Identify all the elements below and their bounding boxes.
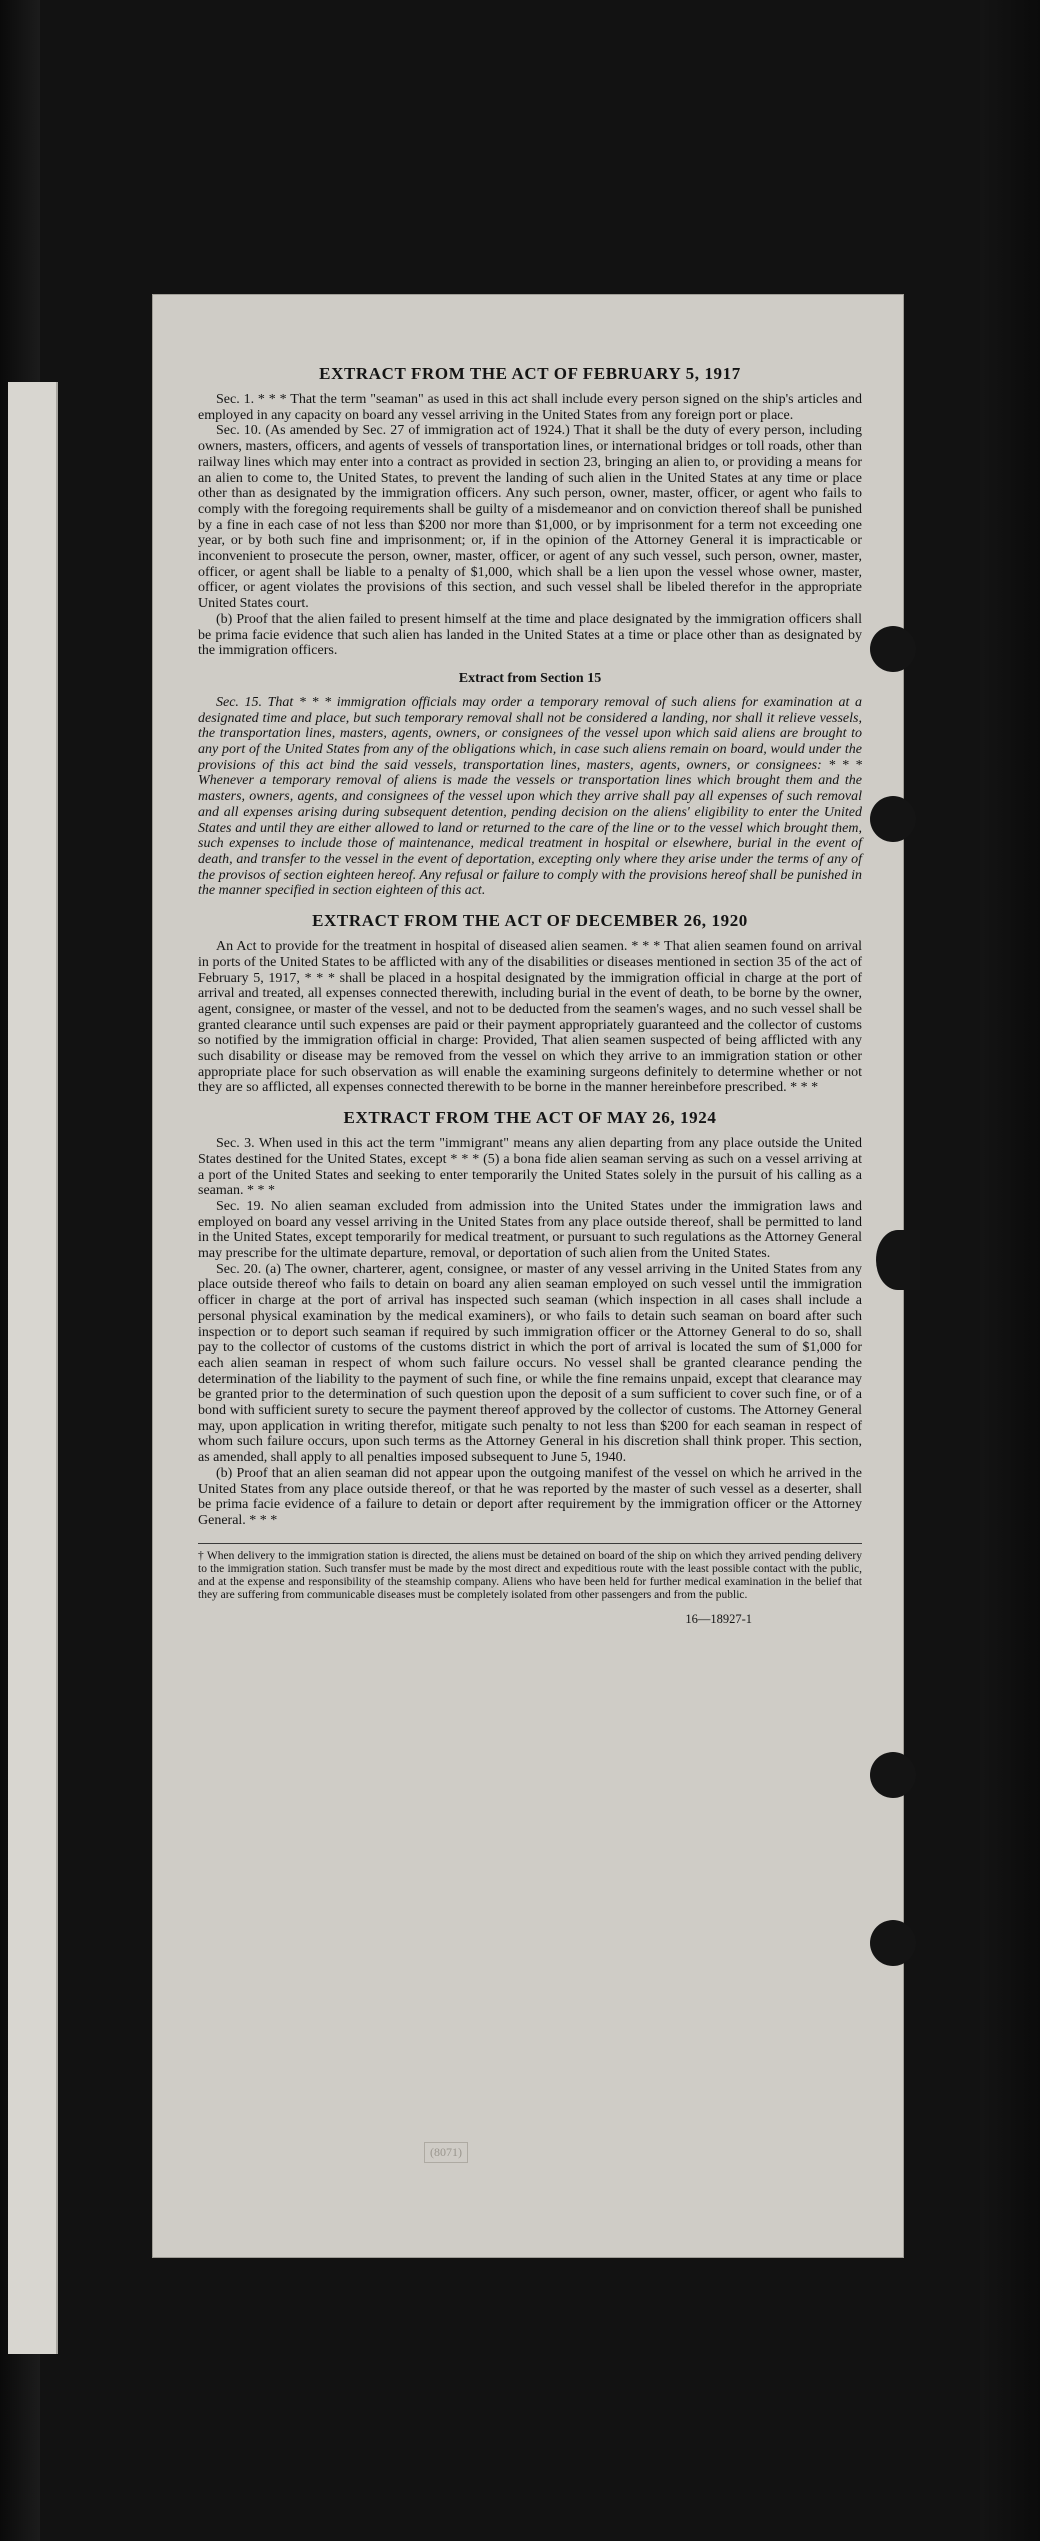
adjacent-page-strip [8,382,58,2354]
act-1917-section [198,364,862,659]
form-number: 16—18927-1 [685,1611,752,1626]
sec-15-paragraph: Sec. 15. That * * * immigration officials may order a temporary removal of such aliens for examination at a designated time and place, but such temporary removal shall not be considered a landing, nor shall it relieve vessels, the transportation lines, masters, agents, owners, or consignees of the vessel upon which said aliens are brought to any port of the United States from any of the obligations which, in case such aliens remain on board, would under the provisions of this act bind the said vessels, transportation lines, masters, agents, owners, or consignees: * * * Whenever a temporary removal of aliens is made the vessels or transportation lines which brought them and the masters, owners, agents, and consignees of the vessel upon which they arrive shall pay all expenses of such removal and all expenses arising during subsequent detention, pending decision on the aliens' eligibility to enter the United States and until they are either allowed to land or returned to the care of the line or to the vessel which brought them, such expenses to include those of maintenance, medical treatment in hospital or elsewhere, burial in the event of death, and transfer to the vessel in the event of deportation, excepting only where they arise under the terms of any of the provisos of section eighteen hereof. Any refusal or failure to comply with the provisions hereof shall be punished in the manner specified in section eighteen of this act. [198,694,862,899]
act-1924-heading: EXTRACT FROM THE ACT OF MAY 26, 1924 [343,1108,717,1128]
sec-10-paragraph: Sec. 10. (As amended by Sec. 27 of immigration act of 1924.) That it shall be the duty of every person, including owners, masters, officers, and agents of vessels of transportation lines, or international bridges or toll roads, other than railway lines which may enter into a contract as provided in section 23, bringing an alien to, or providing a means for an alien to come to, the United States, to prevent the landing of such alien in the United States at any time or place other than as designated by the immigration officers. Any such person, owner, master, officer, or agent who fails to comply with the foregoing requirements shall be guilty of a misdemeanor and on conviction thereof shall be punished by a fine in each case of not less than $200 nor more than $1,000, or by imprisonment for a term not exceeding one year, or by both such fine and imprisonment; or, if in the opinion of the Attorney General it is impracticable or inconvenient to prosecute the person, owner, master, officer, or agent of any such vessel, such person, owner, master, officer, or agent shall be liable to a penalty of $1,000, which shall be a lien upon the vessel whose owner, master, officer, or agent violates the provisions of this section, and such vessel shall be libeled therefor in the appropriate United States court. [198,423,862,612]
act-1924-section [198,1108,862,1529]
sec-1-paragraph: Sec. 1. * * * That the term "seaman" as used in this act shall include every person signed on the ship's articles and employed in any capacity on board any vessel arriving in the United States from any foreign port or place. [198,392,862,423]
section-15-heading: Extract from Section 15 [458,670,602,686]
punch-hole [870,626,916,672]
sec-3-paragraph: Sec. 3. When used in this act the term "immigrant" means any alien departing from any place outside the United States destined for the United States, except * * * (5) a bona fide alien seaman serving as such on a vessel arriving at a port of the United States and seeking to enter temporarily the United States solely in the pursuit of his calling as a seaman. * * * [198,1136,862,1199]
act-1920-paragraph: An Act to provide for the treatment in hospital of diseased alien seamen. * * * That alien seamen found on arrival in ports of the United States to be afflicted with any of the disabilities or diseases mentioned in section 35 of the act of February 5, 1917, * * * shall be placed in a hospital designated by the immigration official in charge at the port of arrival and treated, all expenses connected therewith, including burial in the event of death, to be borne by the owner, agent, consignee, or master of the vessel, and not to be deducted from the seamen's wages, and no such vessel shall be granted clearance until such expenses are paid or their payment appropriately guaranteed and the collector of customs so notified by the immigration official in charge: Provided, That alien seamen suspected of being afflicted with any such disability or disease may be removed from the vessel on which they arrive to an immigration station or other appropriate place for such observation as will enable the examining surgeons definitely to determine whether or not they are so afflicted, all expenses connected therewith to be borne in the manner hereinbefore prescribed. * * * [198,939,862,1096]
act-1917-heading: EXTRACT FROM THE ACT OF FEBRUARY 5, 1917 [319,364,741,383]
footnote: † When delivery to the immigration station is directed, the aliens must be detained on board of the ship on which they arrived pending delivery to the immigration station. Such transfer must be made by the most direct and expeditious route with the least possible contact with the public, and at the expense and responsibility of the steamship company. Aliens who have been held for further medical examination in the belief that they are suffering from communicable diseases must be completely isolated from other passengers and from the public. [198,1543,862,1602]
sec-20b-paragraph: (b) Proof that an alien seaman did not appear upon the outgoing manifest of the vessel on which he arrived in the United States from any place outside thereof, or that he was reported by the master of such vessel as a deserter, shall be prima facie evidence of a failure to detain or deport after requirement by the immigration officer or the Attorney General. * * * [198,1465,862,1528]
torn-notch [876,1230,920,1290]
faint-stamp: (8071) [424,2142,468,2163]
section-15-extract [198,671,862,899]
sec-20a-paragraph: Sec. 20. (a) The owner, charterer, agent, consignee, or master of any vessel arriving in the United States from any place outside thereof who fails to detain on board any alien seaman employed on such vessel until the immigration officer in charge at the port of arrival has inspected such seaman (which inspection in all cases shall include a personal physical examination by the medical examiners), or who fails to detain such seaman on board after such inspection or to deport such seaman if required by such immigration officer or the Attorney General to do so, shall pay to the collector of customs of the customs district in which the port of arrival is located the sum of $1,000 for each alien seaman in respect of whom such failure occurs. No vessel shall be granted clearance pending the determination of the liability to the payment of such fine, or while the fine remains unpaid, except that clearance may be granted prior to the determination of such question upon the deposit of a sum sufficient to cover such fine, or of a bond with sufficient surety to secure the payment thereof approved by the collector of customs. The Attorney General may, upon application in writing therefor, mitigate such penalty to not less than $200 for each seaman in respect of whom such failure occurs, upon such terms as the Attorney General in his discretion shall think proper. This section, as amended, shall apply to all penalties imposed subsequent to June 5, 1940. [198,1261,862,1466]
sec-19-paragraph: Sec. 19. No alien seaman excluded from admission into the United States under the immigration laws and employed on board any vessel arriving in the United States from any place outside thereof, shall be permitted to land in the United States, except temporarily for medical treatment, or pursuant to such regulations as the Attorney General may prescribe for the ultimate departure, removal, or deportation of such alien from the United States. [198,1198,862,1262]
document-page [152,294,904,2258]
punch-hole [870,1920,916,1966]
sec-10b-paragraph: (b) Proof that the alien failed to present himself at the time and place designated by the immigration officers shall be prima facie evidence that such alien has landed in the United States at a time or place other than as designated by the immigration officers. [198,611,862,659]
act-1920-heading: EXTRACT FROM THE ACT OF DECEMBER 26, 1920 [312,911,748,931]
punch-hole [870,1752,916,1798]
act-1920-section [198,911,862,1096]
film-edge-right [980,0,1040,2541]
punch-hole [870,796,916,842]
